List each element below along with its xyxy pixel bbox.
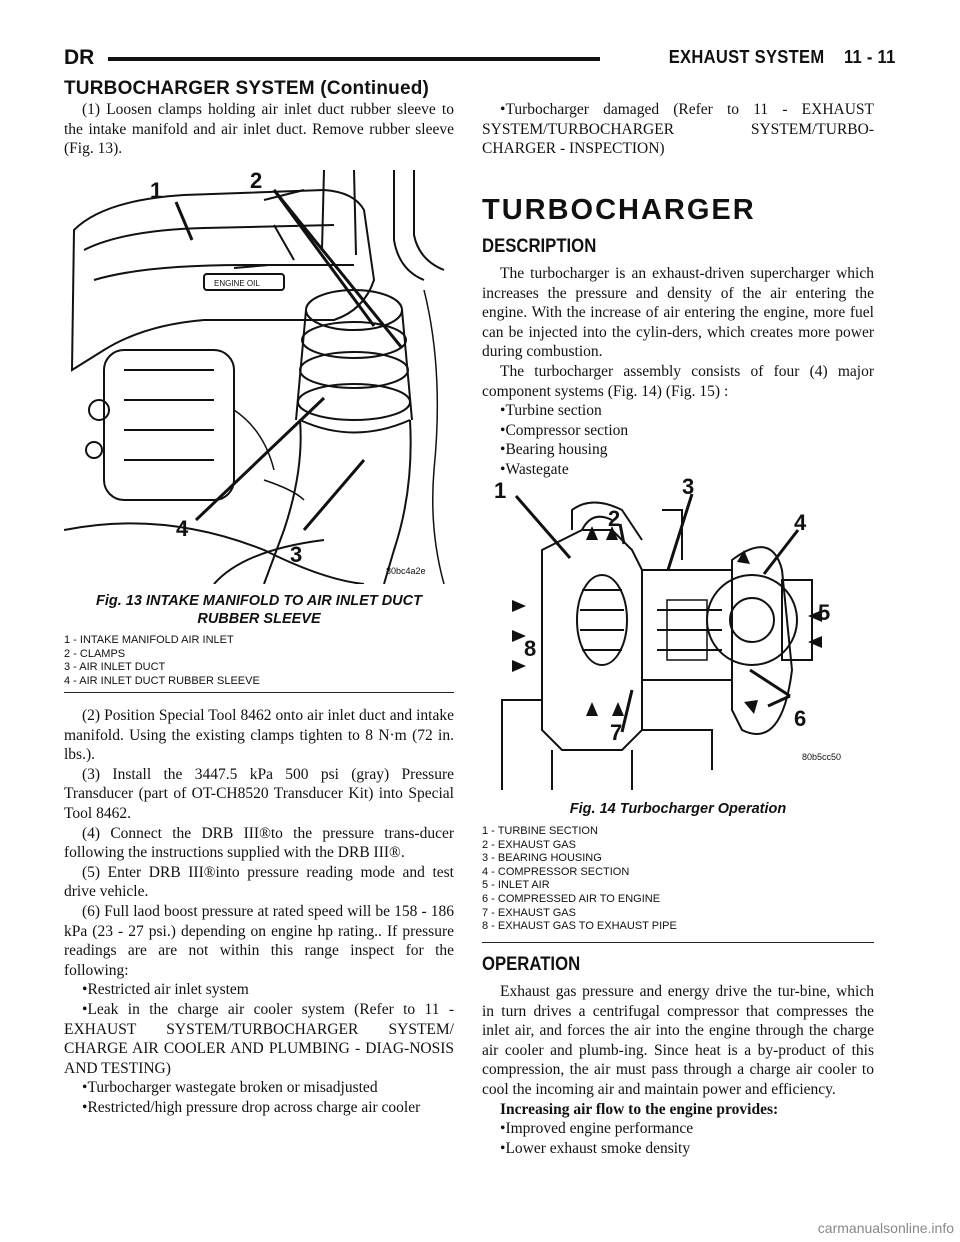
header-section-page: EXHAUST SYSTEM 11 - 11 [669, 47, 896, 67]
step-1: (1) Loosen clamps holding air inlet duct rubber sleeve to the intake manifold and air inlet duct. Remove rubber sleeve (Fig. 13). [64, 101, 454, 158]
legend-item: 3 - AIR INLET DUCT [64, 661, 166, 674]
list-item: •Leak in the charge air cooler system (Refer to 11 - EXHAUST SYSTEM/TURBOCHARGER SYSTEM/ CHARGE AIR COOLER AND PLUMBING - DIAG-NOSIS AND TESTING) [64, 1000, 454, 1077]
figure-13-illustration [64, 170, 458, 584]
step-6: (6) Full laod boost pressure at rated speed will be 158 - 186 kPa (23 - 27 psi.) depending on engine hp rating.. If pressure readings are are not within this range inspect for the following: [64, 902, 454, 979]
step-4: (4) Connect the DRB III®to the pressure trans-ducer following the instructions supplied with the DRB III®. [64, 824, 454, 862]
fig14-callout-1: 1 [494, 478, 507, 503]
legend-item: 1 - TURBINE SECTION [482, 825, 598, 837]
list-item: •Bearing housing [500, 441, 608, 459]
fig14-callout-2: 2 [608, 506, 621, 531]
list-item: •Turbocharger wastegate broken or misadjusted [82, 1079, 378, 1097]
fig14-callout-6: 6 [794, 706, 807, 731]
continued-heading: TURBOCHARGER SYSTEM (Continued) [64, 78, 430, 99]
legend-item: 1 - INTAKE MANIFOLD AIR INLET [64, 634, 234, 646]
fig13-callout-2: 2 [250, 170, 263, 193]
header-left-label: DR [64, 46, 95, 69]
turbocharger-cutaway-drawing [482, 470, 874, 796]
legend-item: 4 - AIR INLET DUCT RUBBER SLEEVE [64, 674, 260, 687]
description-p1: The turbocharger is an exhaust-driven supercharger which increases the pressure and density of the air entering the engine. With the increase of air entering the engine, more fuel can be injected into the cylin-ders, which creates more power during combustion. [482, 265, 874, 361]
operation-heading: OPERATION [482, 954, 581, 975]
operation-lead: Increasing air flow to the engine provides: [500, 1100, 779, 1118]
figure-14-rule [482, 942, 874, 943]
figure-13-caption: Fig. 13 INTAKE MANIFOLD TO AIR INLET DUCT RUBBER SLEEVE [96, 593, 422, 627]
figure-14-legend [482, 825, 677, 934]
description-p2: The turbocharger assembly consists of four (4) major component systems (Fig. 14) (Fig. 15) : [482, 362, 874, 400]
figure-14-illustration [482, 470, 874, 796]
list-item: •Restricted air inlet system [82, 981, 249, 999]
description-heading: DESCRIPTION [482, 236, 597, 257]
list-item: •Compressor section [500, 421, 629, 439]
legend-item: 7 - EXHAUST GAS [482, 906, 576, 919]
header-rule [108, 57, 600, 61]
step-3: (3) Install the 3447.5 kPa 500 psi (gray) Pressure Transducer (part of OT-CH8520 Transducer Kit) into Special Tool 8462. [64, 765, 454, 822]
left-intro [64, 100, 454, 159]
watermark: carmanualsonline.info [817, 1220, 954, 1236]
engine-bay-drawing [64, 170, 458, 584]
fig13-callout-3: 3 [290, 542, 303, 567]
engine-oil-tag: ENGINE OIL [214, 279, 260, 288]
list-item: •Restricted/high pressure drop across charge air cooler [82, 1098, 421, 1116]
figure-13-legend [64, 634, 260, 688]
section-title: TURBOCHARGER [482, 194, 756, 226]
figure-14-caption: Fig. 14 Turbocharger Operation [569, 801, 787, 817]
legend-item: 4 - COMPRESSOR SECTION [482, 865, 630, 878]
legend-item: 6 - COMPRESSED AIR TO ENGINE [482, 892, 661, 905]
legend-item: 5 - INLET AIR [482, 879, 550, 892]
right-top-bullet [482, 100, 874, 159]
description-body [482, 264, 874, 480]
list-item: •Turbine section [500, 402, 602, 420]
operation-body [482, 982, 874, 1158]
operation-p1: Exhaust gas pressure and energy drive the tur-bine, which in turn drives a centrifugal compressor that compresses the inlet air, and forces the air into the engine through the charge air cooler and plumb-ing. Since heat is a by-product of this compression, the air must pass through a charge air cooler to cool the incoming air and maintain power and efficiency. [482, 983, 874, 1098]
legend-item: 8 - EXHAUST GAS TO EXHAUST PIPE [482, 920, 677, 933]
list-item: •Lower exhaust smoke density [500, 1139, 691, 1157]
page-header [64, 46, 896, 72]
fig14-callout-3: 3 [682, 474, 695, 499]
fig14-code: 80b5cc50 [802, 752, 842, 762]
fig14-callout-8: 8 [524, 636, 537, 661]
fig14-callout-7: 7 [610, 720, 623, 745]
legend-item: 2 - CLAMPS [64, 647, 126, 660]
figure-13-rule [64, 692, 454, 693]
list-item: •Turbocharger damaged (Refer to 11 - EXHAUST SYSTEM/TURBOCHARGER SYSTEM/TURBO-CHARGER - INSPECTION) [482, 101, 874, 158]
list-item: •Improved engine performance [500, 1120, 694, 1138]
legend-item: 3 - BEARING HOUSING [482, 852, 602, 865]
fig13-callout-1: 1 [150, 178, 163, 203]
left-steps [64, 706, 454, 1117]
legend-item: 2 - EXHAUST GAS [482, 838, 576, 851]
fig14-callout-4: 4 [794, 510, 807, 535]
step-2: (2) Position Special Tool 8462 onto air inlet duct and intake manifold. Using the existing clamps tighten to 8 N·m (72 in. lbs.). [64, 707, 454, 764]
fig13-callout-4: 4 [176, 516, 189, 541]
fig13-code: 80bc4a2e [386, 566, 426, 576]
list-item: •Wastegate [500, 460, 569, 478]
step-5: (5) Enter DRB III®into pressure reading mode and test drive vehicle. [64, 863, 454, 901]
fig14-callout-5: 5 [818, 600, 831, 625]
